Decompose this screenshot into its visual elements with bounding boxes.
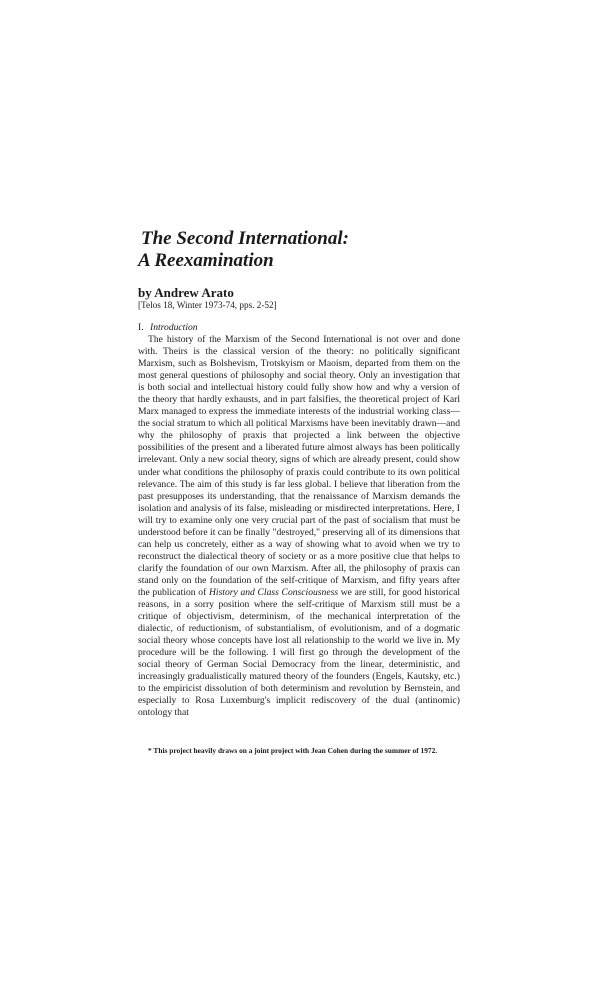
article-page xyxy=(138,228,460,720)
article-title-line-1: The Second International: xyxy=(141,228,349,249)
section-title: Introduction xyxy=(150,322,198,333)
article-title xyxy=(138,228,460,272)
body-text-part-1: The history of the Marxism of the Second International is not over and done with. Theirs is the classical version of the theory: no politically significant Marxism, such as Bolshevism, Trotskyism or Maoism, departed from them on the most general questions of philosophy and social theory. Only an investigation that is both social and intellectual history could fully show how and why a version of the theory that hardly exhausts, and in part falsifies, the theoretical project of Karl Marx managed to express the immediate interests of the industrial working class—the social stratum to which all political Marxisms have been inevitably drawn—and why the philosophy of praxis that projected a link between the objective possibilities of the present and a liberated future almost always has been politically irrelevant. Only a new social theory, signs of which are already present, could show under what conditions the philosophy of praxis could contribute to its own political relevance. The aim of this study is far less global. I believe that liberation from the past presupposes its understanding, that the renaissance of Marxism demands the isolation and analysis of its false, misleading or misdirected interpretations. Here, I will try to examine only one very crucial part of the past of socialism that must be understood before it can be finally "destroyed," preserving all of its dimensions that can help us concretely, either as a way of showing what to avoid when we try to reconstruct the dialectical theory of society or as a more positive clue that helps to clarify the foundation of our own Marxism. After all, the philosophy of praxis can stand only on the foundation of the self-critique of Marxism, and fifty years after the publication of xyxy=(138,334,460,598)
section-heading xyxy=(138,322,460,334)
article-title-line-2: A Reexamination xyxy=(138,250,274,271)
article-citation: [Telos 18, Winter 1973-74, pps. 2-52] xyxy=(138,300,277,310)
book-title-italic: History and Class Consciousness xyxy=(208,586,339,598)
section-number: I. xyxy=(138,322,144,333)
body-text-part-2: we are still, for good historical reasons, in a sorry position where the self-critique of Marxism still must be a critique of objectivism, determinism, of the mechanical interpretation of the dialectic, of reductionism, of substantialism, of evolutionism, and of a dogmatic social theory whose concepts have lost all relationship to the world we live in. My procedure will be the following. I will first go through the development of the social theory of German Social Democracy from the linear, deterministic, and increasingly gradualistically matured theory of the founders (Engels, Kautsky, etc.) to the empiricist dissolution of both determinism and revolution by Bernstein, and especially to Rosa Luxemburg's implicit rediscovery of the dual (antinomic) ontology that xyxy=(138,586,460,719)
body-paragraph xyxy=(138,334,460,720)
footnote: * This project heavily draws on a joint project with Jean Cohen during the summer of 1972. xyxy=(148,746,438,755)
article-author: by Andrew Arato xyxy=(138,285,234,300)
